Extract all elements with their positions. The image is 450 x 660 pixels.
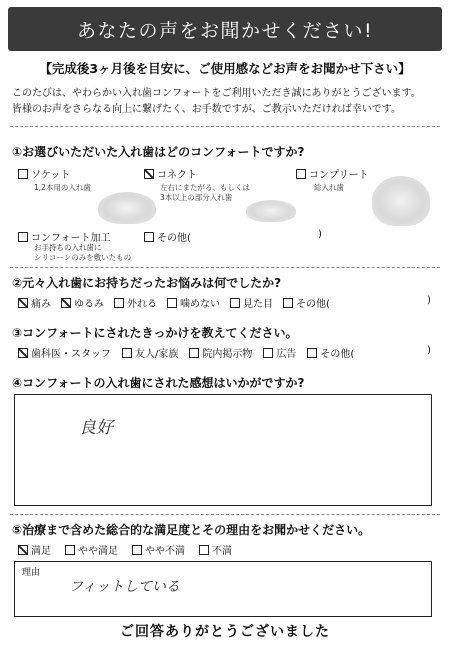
q2-checkbox[interactable] [61,298,71,308]
survey-title: あなたの声をお聞かせください! [76,19,374,42]
q1-option-comfort-processing[interactable] [18,229,111,244]
q5-option-label: やや不満 [145,546,185,557]
q5-option-somewhat-dissatisfied[interactable] [132,542,185,557]
q2-checkbox[interactable] [230,298,240,308]
title-banner [8,7,442,51]
q2-option-label: 噛めない [180,299,220,310]
q1-title: ①お選びいただいた入れ歯はどのコンフォートですか? [12,145,305,159]
q3-option-label: 歯科医・スタッフ [31,349,111,360]
q2-option-cannot-chew[interactable] [167,295,220,310]
q3-option-label: 友人/家族 [135,349,179,360]
q3-checkbox[interactable] [189,348,199,358]
q1-note-complete: 総入れ歯 [314,183,344,192]
q5-option-dissatisfied[interactable] [199,542,232,557]
divider [10,126,440,127]
q5-option-label: 不満 [212,546,232,557]
q3-checkbox[interactable] [307,348,317,358]
q5-checkbox[interactable] [65,545,75,555]
q5-checkbox[interactable] [199,545,209,555]
q3-option-clinic-poster[interactable] [189,345,252,360]
q5-reason-box[interactable] [14,561,432,617]
q3-option-label: その他( [320,349,355,360]
q1-option-socket[interactable] [18,166,70,181]
q1-option-other[interactable] [144,229,191,244]
q4-title: ④コンフォートの入れ歯にされた感想はいかがですか? [12,376,305,390]
q3-title: ③コンフォートにされたきっかけを教えてください。 [12,326,298,340]
q1-other-close-paren: ) [318,229,322,240]
q5-checkbox[interactable] [132,545,142,555]
q2-other-close-paren: ) [427,295,431,306]
q1-checkbox-comfort-processing[interactable] [18,232,28,242]
q2-option-label: ゆるみ [74,299,104,310]
q2-option-other[interactable] [283,295,330,310]
q3-option-friend-family[interactable] [122,345,178,360]
q5-checkbox[interactable] [18,545,28,555]
q3-option-label: 院内掲示物 [202,349,253,360]
q5-reason-label: 理由 [22,568,41,578]
q1-note-connect: 左右にまたがる、もしくは 3本以上の部分入れ歯 [160,183,250,202]
q1-checkbox-other[interactable] [144,232,154,242]
q2-checkbox[interactable] [18,298,28,308]
q1-checkbox-connect[interactable] [144,169,154,179]
q1-note-socket: 1,2本用の入れ歯 [34,183,91,192]
q2-options-row [18,295,438,310]
q2-option-label: 痛み [31,299,51,310]
q1-option-connect[interactable] [144,166,197,181]
q1-option-label: コネクト [157,170,197,181]
q1-option-label: その他( [157,233,191,244]
q3-option-advertisement[interactable] [263,345,296,360]
q2-option-loose[interactable] [61,295,104,310]
closing-message: ご回答ありがとうございました [120,624,330,640]
divider [10,514,440,515]
q4-answer-box[interactable] [14,394,432,506]
q5-option-label: 満足 [31,546,51,557]
q5-option-somewhat-satisfied[interactable] [65,542,118,557]
q2-option-falls-out[interactable] [114,295,157,310]
q5-option-satisfied[interactable] [18,542,51,557]
q5-handwritten-reason: フィットしている [69,579,180,595]
q2-option-pain[interactable] [18,295,51,310]
q1-option-complete[interactable] [296,166,369,181]
q3-option-label: 広告 [276,349,297,360]
connect-denture-image [246,200,296,222]
q2-option-label: その他( [296,299,330,310]
q3-option-other[interactable] [307,345,354,360]
intro-text [12,86,444,118]
q2-option-label: 見た目 [243,299,273,310]
intro-line-1: このたびは、やわらかい入れ歯コンフォートをご利用いただき誠にありがとうございます。 [12,88,421,99]
divider [10,267,440,268]
q1-checkbox-socket[interactable] [18,169,28,179]
q1-note-comfort-processing: お手持ちの入れ歯に シリコーンのみを敷いたもの [34,243,132,262]
q3-checkbox[interactable] [122,348,132,358]
q2-option-appearance[interactable] [230,295,273,310]
q3-other-close-paren: ) [427,345,431,356]
complete-denture-image [372,176,430,226]
q2-title: ②元々入れ歯にお持ちだったお悩みは何でしたか? [12,276,282,290]
q4-handwritten-answer: 良好 [79,418,113,438]
q5-options-row [18,542,232,557]
q5-title: ⑤治療まで含めた総合的な満足度とその理由をお聞かせください。 [12,523,371,537]
q1-option-label: コンフォート加工 [31,233,111,244]
q3-options-row [18,345,438,360]
q3-checkbox[interactable] [263,348,273,358]
q2-checkbox[interactable] [167,298,177,308]
q1-checkbox-complete[interactable] [296,169,306,179]
survey-subtitle: 【完成後3ヶ月後を目安に、ご使用感などお声をお聞かせ下さい】 [39,61,411,76]
q3-checkbox[interactable] [18,348,28,358]
q1-option-label: ソケット [31,170,71,181]
intro-line-2: 皆様のお声をさらなる向上に繋げたく、お手数ですが、ご教示いただければ幸いです。 [12,104,401,115]
q5-option-label: やや満足 [78,546,118,557]
q2-checkbox[interactable] [283,298,293,308]
socket-denture-image [98,192,156,224]
q3-option-dental-staff[interactable] [18,345,111,360]
q1-option-label: コンプリート [309,170,369,181]
q2-option-label: 外れる [127,299,157,310]
q2-checkbox[interactable] [114,298,124,308]
